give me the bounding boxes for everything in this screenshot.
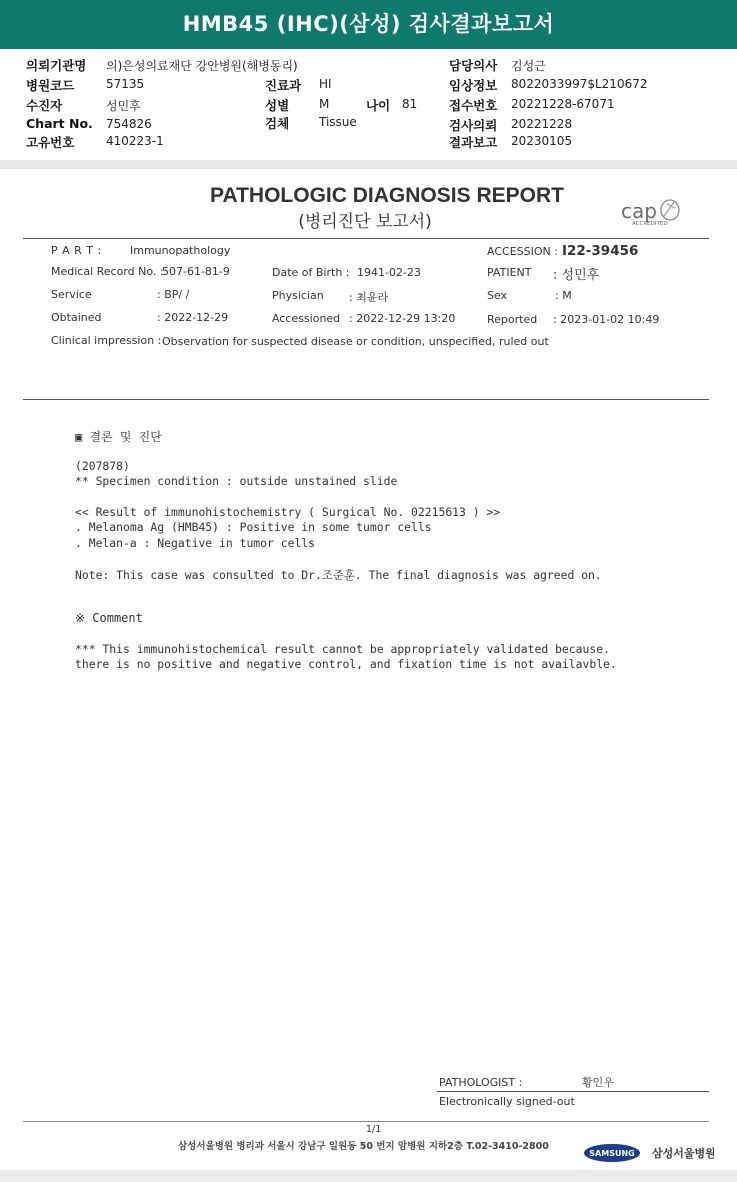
label-request-date: 검사의뢰 (449, 118, 498, 133)
mrn-label: Medical Record No. : (51, 265, 164, 278)
service-value: : BP/ / (157, 288, 190, 301)
page-number: 1/1 (366, 1124, 382, 1135)
accessioned-value: : 2022-12-29 13:20 (349, 312, 456, 325)
reported-label: Reported (487, 313, 538, 326)
clinical-impression-value: Observation for suspected disease or condition, unspecified, ruled out (162, 335, 549, 348)
value-patient-name: 성민후 (106, 99, 141, 113)
report-header-divider (23, 238, 709, 239)
label-hospital-code: 병원코드 (26, 78, 75, 93)
part-value: Immunopathology (130, 244, 231, 257)
value-request-date: 20221228 (511, 117, 573, 131)
reported-value: : 2023-01-02 10:49 (553, 313, 660, 326)
footer-address: 삼성서울병원 병리과 서울시 강남구 일원동 50 번지 암병원 지하2층 T.02-3410-2800 (178, 1141, 549, 1152)
label-doctor: 담당의사 (449, 58, 498, 73)
obtained-label: Obtained (51, 311, 102, 324)
label-unique-no: 고유번호 (26, 135, 75, 150)
comment-line: there is no positive and negative control, and fixation time is not availavble. (75, 657, 617, 671)
pathologist-label: PATHOLOGIST : (439, 1076, 523, 1089)
part-label: P A R T : (51, 244, 102, 257)
label-chart-no: Chart No. (26, 116, 93, 131)
body-line: . Melan-a : Negative in tumor cells (75, 536, 316, 550)
label-patient-name: 수진자 (26, 98, 63, 113)
signature-divider (437, 1091, 709, 1092)
patient-label: PATIENT (487, 266, 532, 279)
cap-accredited-logo (618, 194, 688, 228)
value-unique-no: 410223-1 (106, 134, 164, 148)
value-clinical-info: 8022033997$L210672 (511, 77, 648, 91)
service-label: Service (51, 288, 92, 301)
body-line: Note: This case was consulted to Dr.조준훈. The final diagnosis was agreed on. (75, 568, 602, 582)
mrn-value: 507-61-81-9 (162, 265, 230, 278)
dob-value: 1941-02-23 (357, 266, 421, 279)
clinical-impression-label: Clinical impression : (51, 334, 162, 347)
physician-value: : 최윤라 (349, 291, 389, 304)
patient-value: : 성민후 (553, 268, 600, 283)
label-receipt-no: 접수번호 (449, 98, 498, 113)
hospital-logo-text: 삼성서울병원 (652, 1147, 714, 1160)
samsung-hospital-logo (584, 1142, 714, 1168)
label-requesting-institution: 의뢰기관명 (26, 58, 87, 73)
cap-logo-sub: ACCREDITED (632, 221, 668, 227)
value-receipt-no: 20221228-67071 (511, 97, 615, 111)
signed-out-text: Electronically signed-out (439, 1095, 575, 1108)
physician-label: Physician (272, 289, 324, 302)
page-bottom-band (0, 1170, 737, 1182)
footer-divider (23, 1121, 709, 1122)
label-department: 진료과 (265, 78, 302, 93)
value-age: 81 (402, 97, 418, 111)
accession-value: I22-39456 (562, 243, 639, 259)
report-title: PATHOLOGIC DIAGNOSIS REPORT (210, 184, 564, 207)
label-result-date: 결과보고 (449, 135, 498, 150)
diagnosis-heading: ▣ 결론 및 진단 (75, 430, 162, 444)
comment-heading: ※ Comment (75, 611, 143, 625)
label-sex: 성별 (265, 98, 290, 113)
value-specimen: Tissue (319, 115, 357, 129)
body-line: (207878) (75, 459, 130, 473)
section-separator (0, 160, 737, 169)
label-clinical-info: 임상정보 (449, 78, 498, 93)
obtained-value: : 2022-12-29 (157, 311, 229, 324)
value-doctor: 김성근 (511, 59, 546, 73)
sex-label: Sex (487, 289, 508, 302)
value-chart-no: 754826 (106, 117, 152, 131)
label-specimen: 검체 (265, 116, 290, 131)
value-requesting-institution: 의)은성의료재단 강안병원(해병동리) (106, 59, 298, 73)
value-sex: M (319, 97, 330, 111)
body-line: . Melanoma Ag (HMB45) : Positive in some tumor cells (75, 520, 432, 534)
accessioned-label: Accessioned (272, 312, 341, 325)
pathologist-name: 황인우 (582, 1076, 614, 1089)
label-age: 나이 (366, 98, 391, 113)
value-hospital-code: 57135 (106, 77, 145, 91)
sex-value: : M (555, 289, 572, 302)
cap-logo-text: cap (621, 199, 657, 223)
dob-label: Date of Birth : (272, 266, 350, 279)
comment-line: *** This immunohistochemical result cannot be appropriately validated because. (75, 642, 610, 656)
body-line: << Result of immunohistochemistry ( Surgical No. 02215613 ) >> (75, 505, 501, 519)
value-department: HI (319, 77, 332, 91)
accession-label: ACCESSION : (487, 245, 558, 258)
report-meta-divider (23, 399, 709, 400)
samsung-logo-text: SAMSUNG (589, 1149, 635, 1158)
report-header-title: HMB45 (IHC)(삼성) 검사결과보고서 (0, 0, 737, 49)
body-line: ** Specimen condition : outside unstained slide (75, 474, 398, 488)
report-subtitle: (병리진단 보고서) (298, 212, 432, 232)
value-result-date: 20230105 (511, 134, 573, 148)
